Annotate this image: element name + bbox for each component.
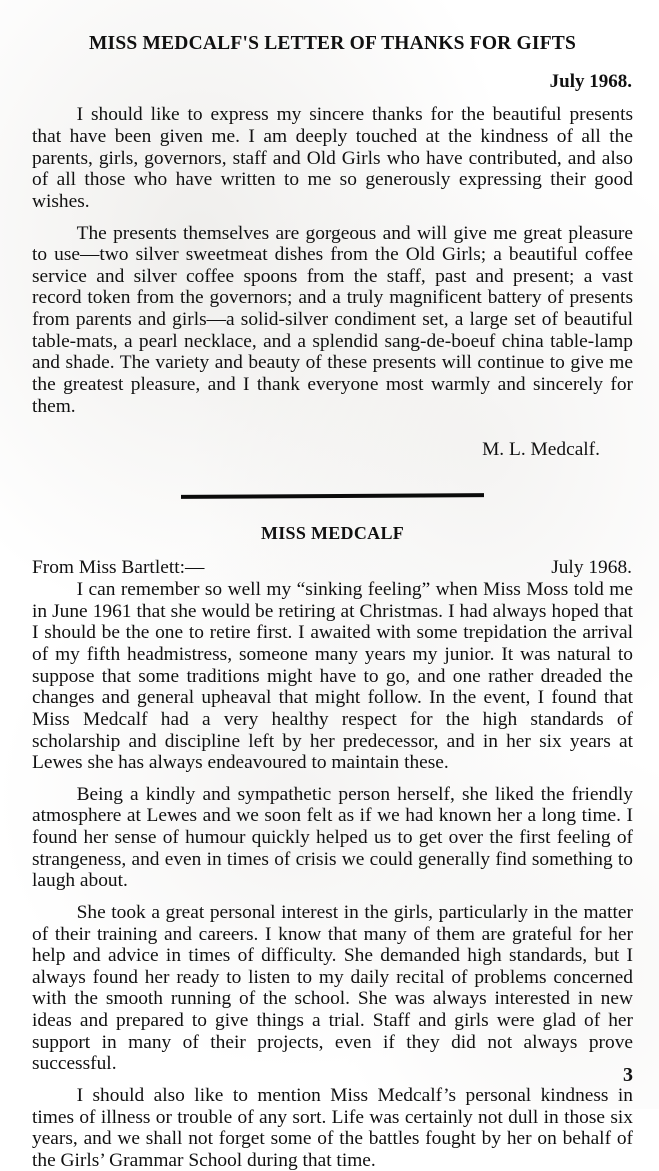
letter-date: July 1968. — [549, 71, 632, 93]
divider-rule — [181, 493, 484, 499]
page-title: MISS MEDCALF'S LETTER OF THANKS FOR GIFTS — [88, 33, 577, 54]
section-divider — [32, 487, 633, 505]
letter-signature: M. L. Medcalf. — [482, 439, 600, 461]
attribution-author: From Miss Bartlett:— — [32, 557, 205, 579]
tribute-paragraph-4: I should also like to mention Miss Medcalf’s personal kindness in times of illness or trouble of any sort. Life was certainly not dull in those six years, and we shall not forget some of the battles fought by her on behalf of the Girls’ Grammar School during that time. — [32, 1084, 633, 1171]
attribution-row — [32, 557, 633, 579]
section-title-miss-medcalf: MISS MEDCALF — [260, 523, 405, 544]
page-number: 3 — [623, 1064, 633, 1086]
tribute-paragraph-1: I can remember so well my “sinking feeling” when Miss Moss told me in June 1961 that she would be retiring at Christmas. I had always hoped that I should be the one to retire first. I awaited with some trepidation the arrival of my fifth headmistress, someone many years my junior. It was natural to suppose that some traditions might have to go, and one rather dreaded the changes and general upheaval that might follow. In the event, I found that Miss Medcalf had a very healthy respect for the high standards of scholarship and discipline left by her predecessor, and in her six years at Lewes she has always endeavoured to maintain these. — [32, 579, 633, 774]
attribution-date: July 1968. — [551, 557, 632, 579]
letter-paragraph-2: The presents themselves are gorgeous and will give me great pleasure to use—two silver sweetmeat dishes from the Old Girls; a beautiful coffee service and silver coffee spoons from the staff, past and present; a vast record token from the governors; and a truly magnificent battery of presents from parents and girls—a solid-silver condiment set, a large set of beautiful table-mats, a pearl necklace, and a splendid sang-de-boeuf china table-lamp and shade. The variety and beauty of these presents will continue to give me the greatest pleasure, and I thank everyone most warmly and sincerely for them. — [32, 222, 633, 417]
tribute-paragraph-2: Being a kindly and sympathetic person herself, she liked the friendly atmosphere at Lewes and we soon felt as if we had known her a long time. I found her sense of humour quickly helped us to get over the first feeling of strangeness, and even in times of crisis we could generally find something to laugh about. — [32, 783, 633, 892]
tribute-paragraph-3: She took a great personal interest in the girls, particularly in the matter of their training and careers. I know that many of them are grateful for her help and advice in times of difficulty. She demanded high standards, but I always found her ready to listen to my daily recital of problems concerned with the smooth running of the school. She was always interested in new ideas and prepared to give things a trial. Staff and girls were glad of her support in many of their projects, even if they did not always prove successful. — [32, 901, 633, 1075]
letter-paragraph-1: I should like to express my sincere thanks for the beautiful presents that have been given me. I am deeply touched at the kindness of all the parents, girls, governors, staff and Old Girls who have contributed, and also of all those who have written to me so generously expressing their good wishes. — [32, 104, 633, 212]
page-content — [32, 0, 633, 1171]
